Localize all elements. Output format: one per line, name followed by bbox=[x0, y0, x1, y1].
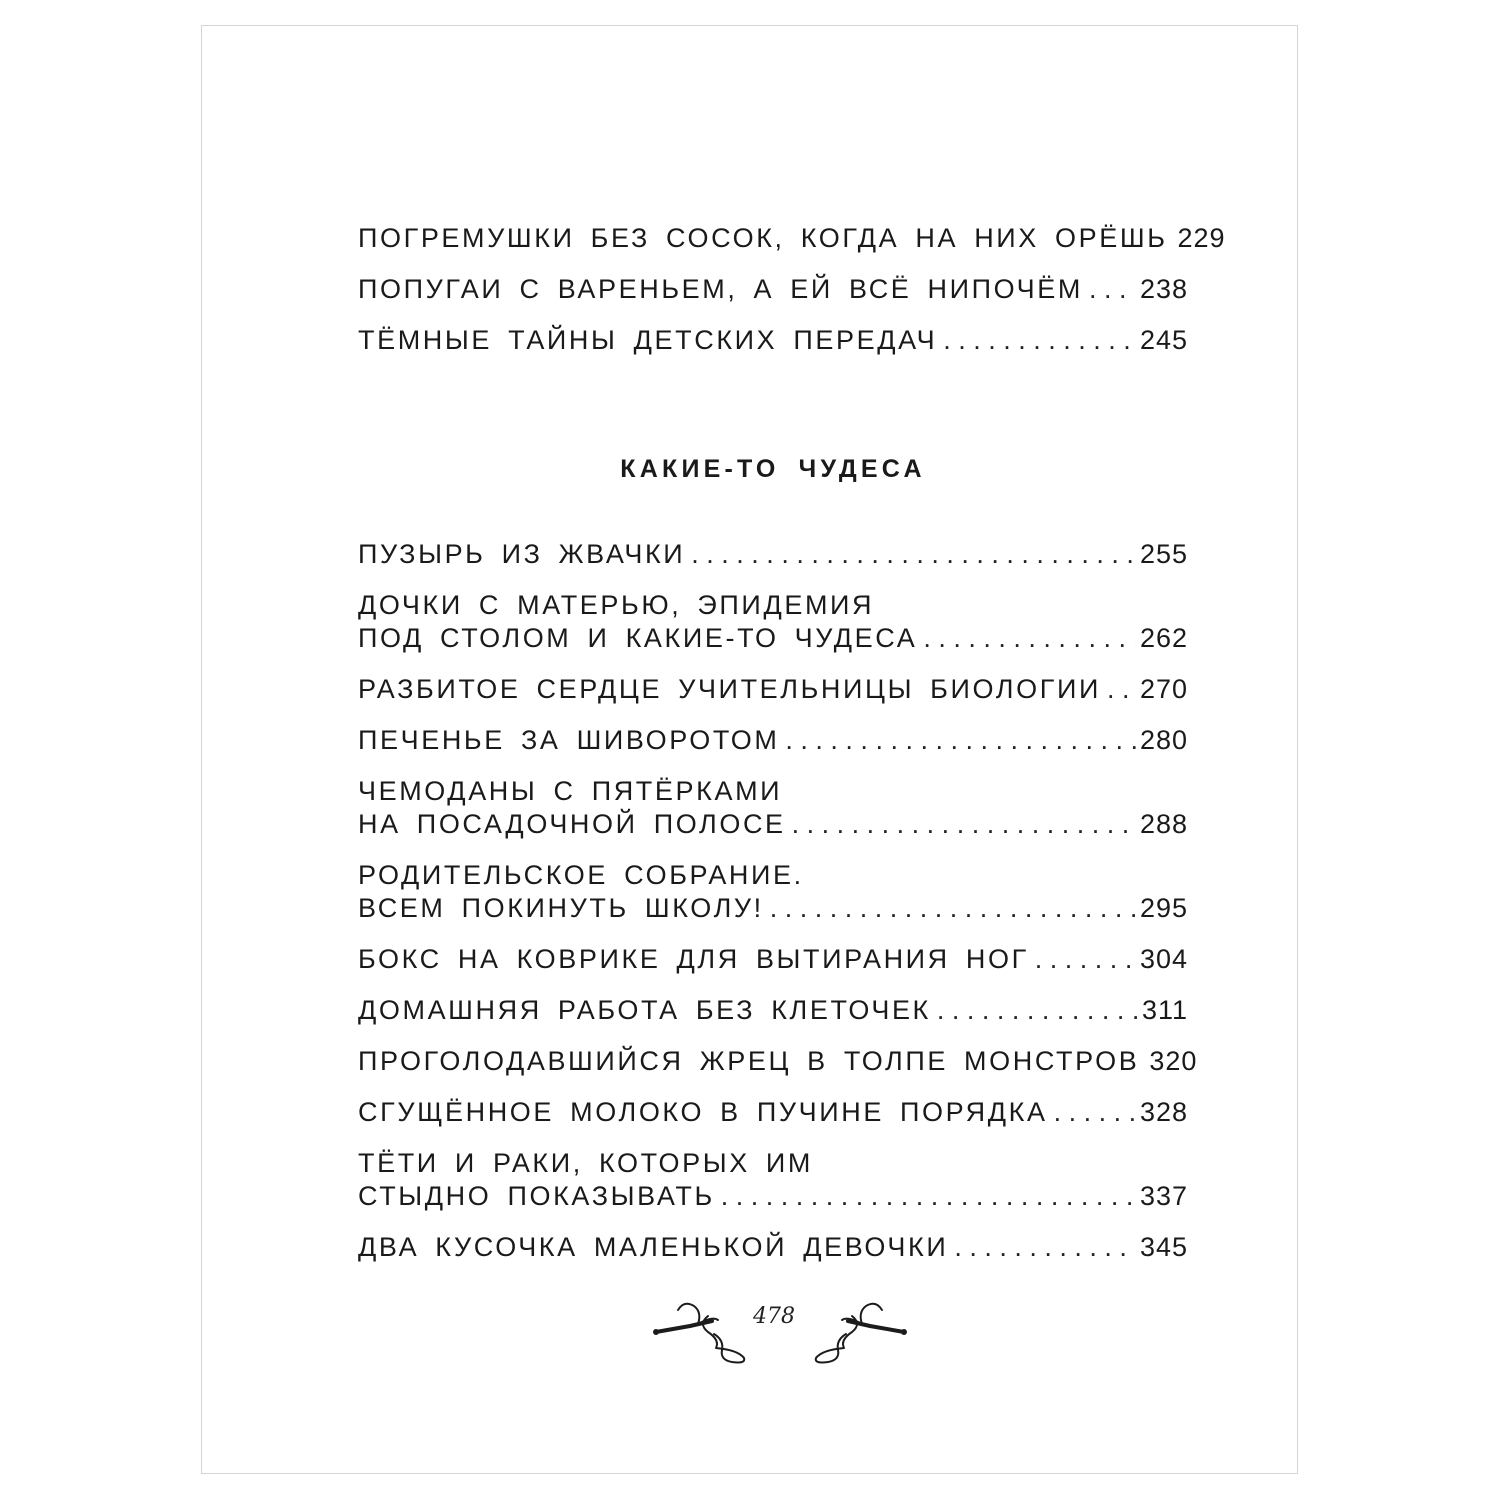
toc-entry-row bbox=[358, 1045, 1198, 1078]
toc-entry-row bbox=[358, 538, 1188, 571]
toc-entry-title-line: ПОГРЕМУШКИ БЕЗ СОСОК, КОГДА НА НИХ ОРЁШЬ bbox=[358, 223, 1168, 253]
toc-entry-page-number: 270 bbox=[1139, 674, 1188, 704]
toc-entry-title-line: ДВА КУСОЧКА МАЛЕНЬКОЙ ДЕВОЧКИ bbox=[358, 1232, 949, 1262]
dot-leader bbox=[954, 1231, 1136, 1264]
toc-entry-page-number: 328 bbox=[1139, 1097, 1188, 1127]
toc-entry bbox=[358, 589, 1188, 655]
toc-entry bbox=[358, 943, 1188, 976]
toc-entry-page-number: 288 bbox=[1139, 809, 1188, 839]
toc-entry bbox=[358, 1231, 1188, 1264]
section-heading: КАКИЕ-ТО ЧУДЕСА bbox=[620, 455, 926, 483]
dot-leader bbox=[785, 724, 1136, 757]
toc-entry-page-number: 238 bbox=[1139, 274, 1188, 304]
toc-entry bbox=[358, 673, 1188, 706]
toc-entry-title-line: ПУЗЫРЬ ИЗ ЖВАЧКИ bbox=[358, 539, 686, 569]
toc-entry-title-line: ПРОГОЛОДАВШИЙСЯ ЖРЕЦ В ТОЛПЕ МОНСТРОВ bbox=[358, 1046, 1140, 1076]
dot-leader bbox=[1107, 673, 1136, 706]
toc-entry-title-line: ДОМАШНЯЯ РАБОТА БЕЗ КЛЕТОЧЕК bbox=[358, 995, 931, 1025]
toc-entry-row bbox=[358, 1096, 1188, 1129]
toc-entry bbox=[358, 859, 1188, 925]
toc-entry-title-line: СТЫДНО ПОКАЗЫВАТЬ bbox=[358, 1181, 715, 1211]
toc-entry-page-number: 320 bbox=[1149, 1046, 1198, 1076]
toc-entry bbox=[358, 324, 1188, 357]
toc-entry-page-number: 280 bbox=[1139, 725, 1188, 755]
toc-list-section bbox=[358, 538, 1198, 1282]
toc-entry-page-number: 229 bbox=[1177, 223, 1226, 253]
toc-entry-title-line: ДОЧКИ С МАТЕРЬЮ, ЭПИДЕМИЯ bbox=[358, 590, 875, 620]
toc-entry-row bbox=[358, 808, 1188, 841]
toc-entry bbox=[358, 994, 1188, 1027]
toc-entry bbox=[358, 222, 1226, 255]
toc-entry bbox=[358, 775, 1188, 841]
toc-entry bbox=[358, 1096, 1188, 1129]
dot-leader bbox=[937, 994, 1138, 1027]
toc-entry-title-line: ТЁТИ И РАКИ, КОТОРЫХ ИМ bbox=[358, 1148, 813, 1178]
dot-leader bbox=[1089, 273, 1136, 306]
toc-entry-title-line: ТЁМНЫЕ ТАЙНЫ ДЕТСКИХ ПЕРЕДАЧ bbox=[358, 325, 938, 355]
page-folio bbox=[650, 1290, 910, 1370]
toc-entry-page-number: 345 bbox=[1139, 1232, 1188, 1262]
toc-entry-row bbox=[358, 892, 1188, 925]
toc-entry-title-line: ПОПУГАИ С ВАРЕНЬЕМ, А ЕЙ ВСЁ НИПОЧЁМ bbox=[358, 274, 1083, 304]
toc-entry-title-line: ПОД СТОЛОМ И КАКИЕ-ТО ЧУДЕСА bbox=[358, 623, 918, 653]
dot-leader bbox=[943, 324, 1136, 357]
dot-leader bbox=[691, 538, 1136, 571]
toc-entry-page-number: 337 bbox=[1139, 1181, 1188, 1211]
dot-leader bbox=[792, 808, 1136, 841]
toc-entry-row bbox=[358, 724, 1188, 757]
toc-entry bbox=[358, 1147, 1188, 1213]
toc-entry-row bbox=[358, 994, 1188, 1027]
toc-entry-page-number: 262 bbox=[1139, 623, 1188, 653]
toc-entry bbox=[358, 724, 1188, 757]
toc-entry-page-number: 304 bbox=[1139, 944, 1188, 974]
toc-entry-page-number: 295 bbox=[1139, 893, 1188, 923]
toc-entry-title-line: ПЕЧЕНЬЕ ЗА ШИВОРОТОМ bbox=[358, 725, 780, 755]
toc-entry-row bbox=[358, 943, 1188, 976]
dot-leader bbox=[923, 622, 1136, 655]
toc-entry-title-line: РАЗБИТОЕ СЕРДЦЕ УЧИТЕЛЬНИЦЫ БИОЛОГИИ bbox=[358, 674, 1101, 704]
toc-entry-page-number: 311 bbox=[1141, 995, 1188, 1025]
toc-entry-title-line: ВСЕМ ПОКИНУТЬ ШКОЛУ! bbox=[358, 893, 764, 923]
toc-entry-page-number: 245 bbox=[1139, 325, 1188, 355]
toc-entry-page-number: 255 bbox=[1139, 539, 1188, 569]
toc-list-top bbox=[358, 222, 1226, 375]
toc-entry bbox=[358, 1045, 1198, 1078]
toc-entry-title-line: СГУЩЁННОЕ МОЛОКО В ПУЧИНЕ ПОРЯДКА bbox=[358, 1097, 1048, 1127]
toc-entry-row bbox=[358, 622, 1188, 655]
toc-entry-row bbox=[358, 324, 1188, 357]
dot-leader bbox=[1054, 1096, 1136, 1129]
toc-entry-title-line: БОКС НА КОВРИКЕ ДЛЯ ВЫТИРАНИЯ НОГ bbox=[358, 944, 1029, 974]
scribble-ornament-icon bbox=[650, 1290, 910, 1370]
toc-entry bbox=[358, 538, 1188, 571]
dot-leader bbox=[770, 892, 1136, 925]
toc-entry-row bbox=[358, 673, 1188, 706]
dot-leader bbox=[721, 1180, 1136, 1213]
dot-leader bbox=[1035, 943, 1136, 976]
toc-entry-row bbox=[358, 1180, 1188, 1213]
toc-entry-title-line: НА ПОСАДОЧНОЙ ПОЛОСЕ bbox=[358, 809, 786, 839]
toc-entry-row bbox=[358, 1231, 1188, 1264]
page-number: 478 bbox=[753, 1304, 795, 1329]
toc-entry-title-line: ЧЕМОДАНЫ С ПЯТЁРКАМИ bbox=[358, 776, 783, 806]
toc-entry bbox=[358, 273, 1188, 306]
toc-entry-row bbox=[358, 273, 1188, 306]
toc-entry-row bbox=[358, 222, 1226, 255]
toc-entry-title-line: РОДИТЕЛЬСКОЕ СОБРАНИЕ. bbox=[358, 860, 804, 890]
